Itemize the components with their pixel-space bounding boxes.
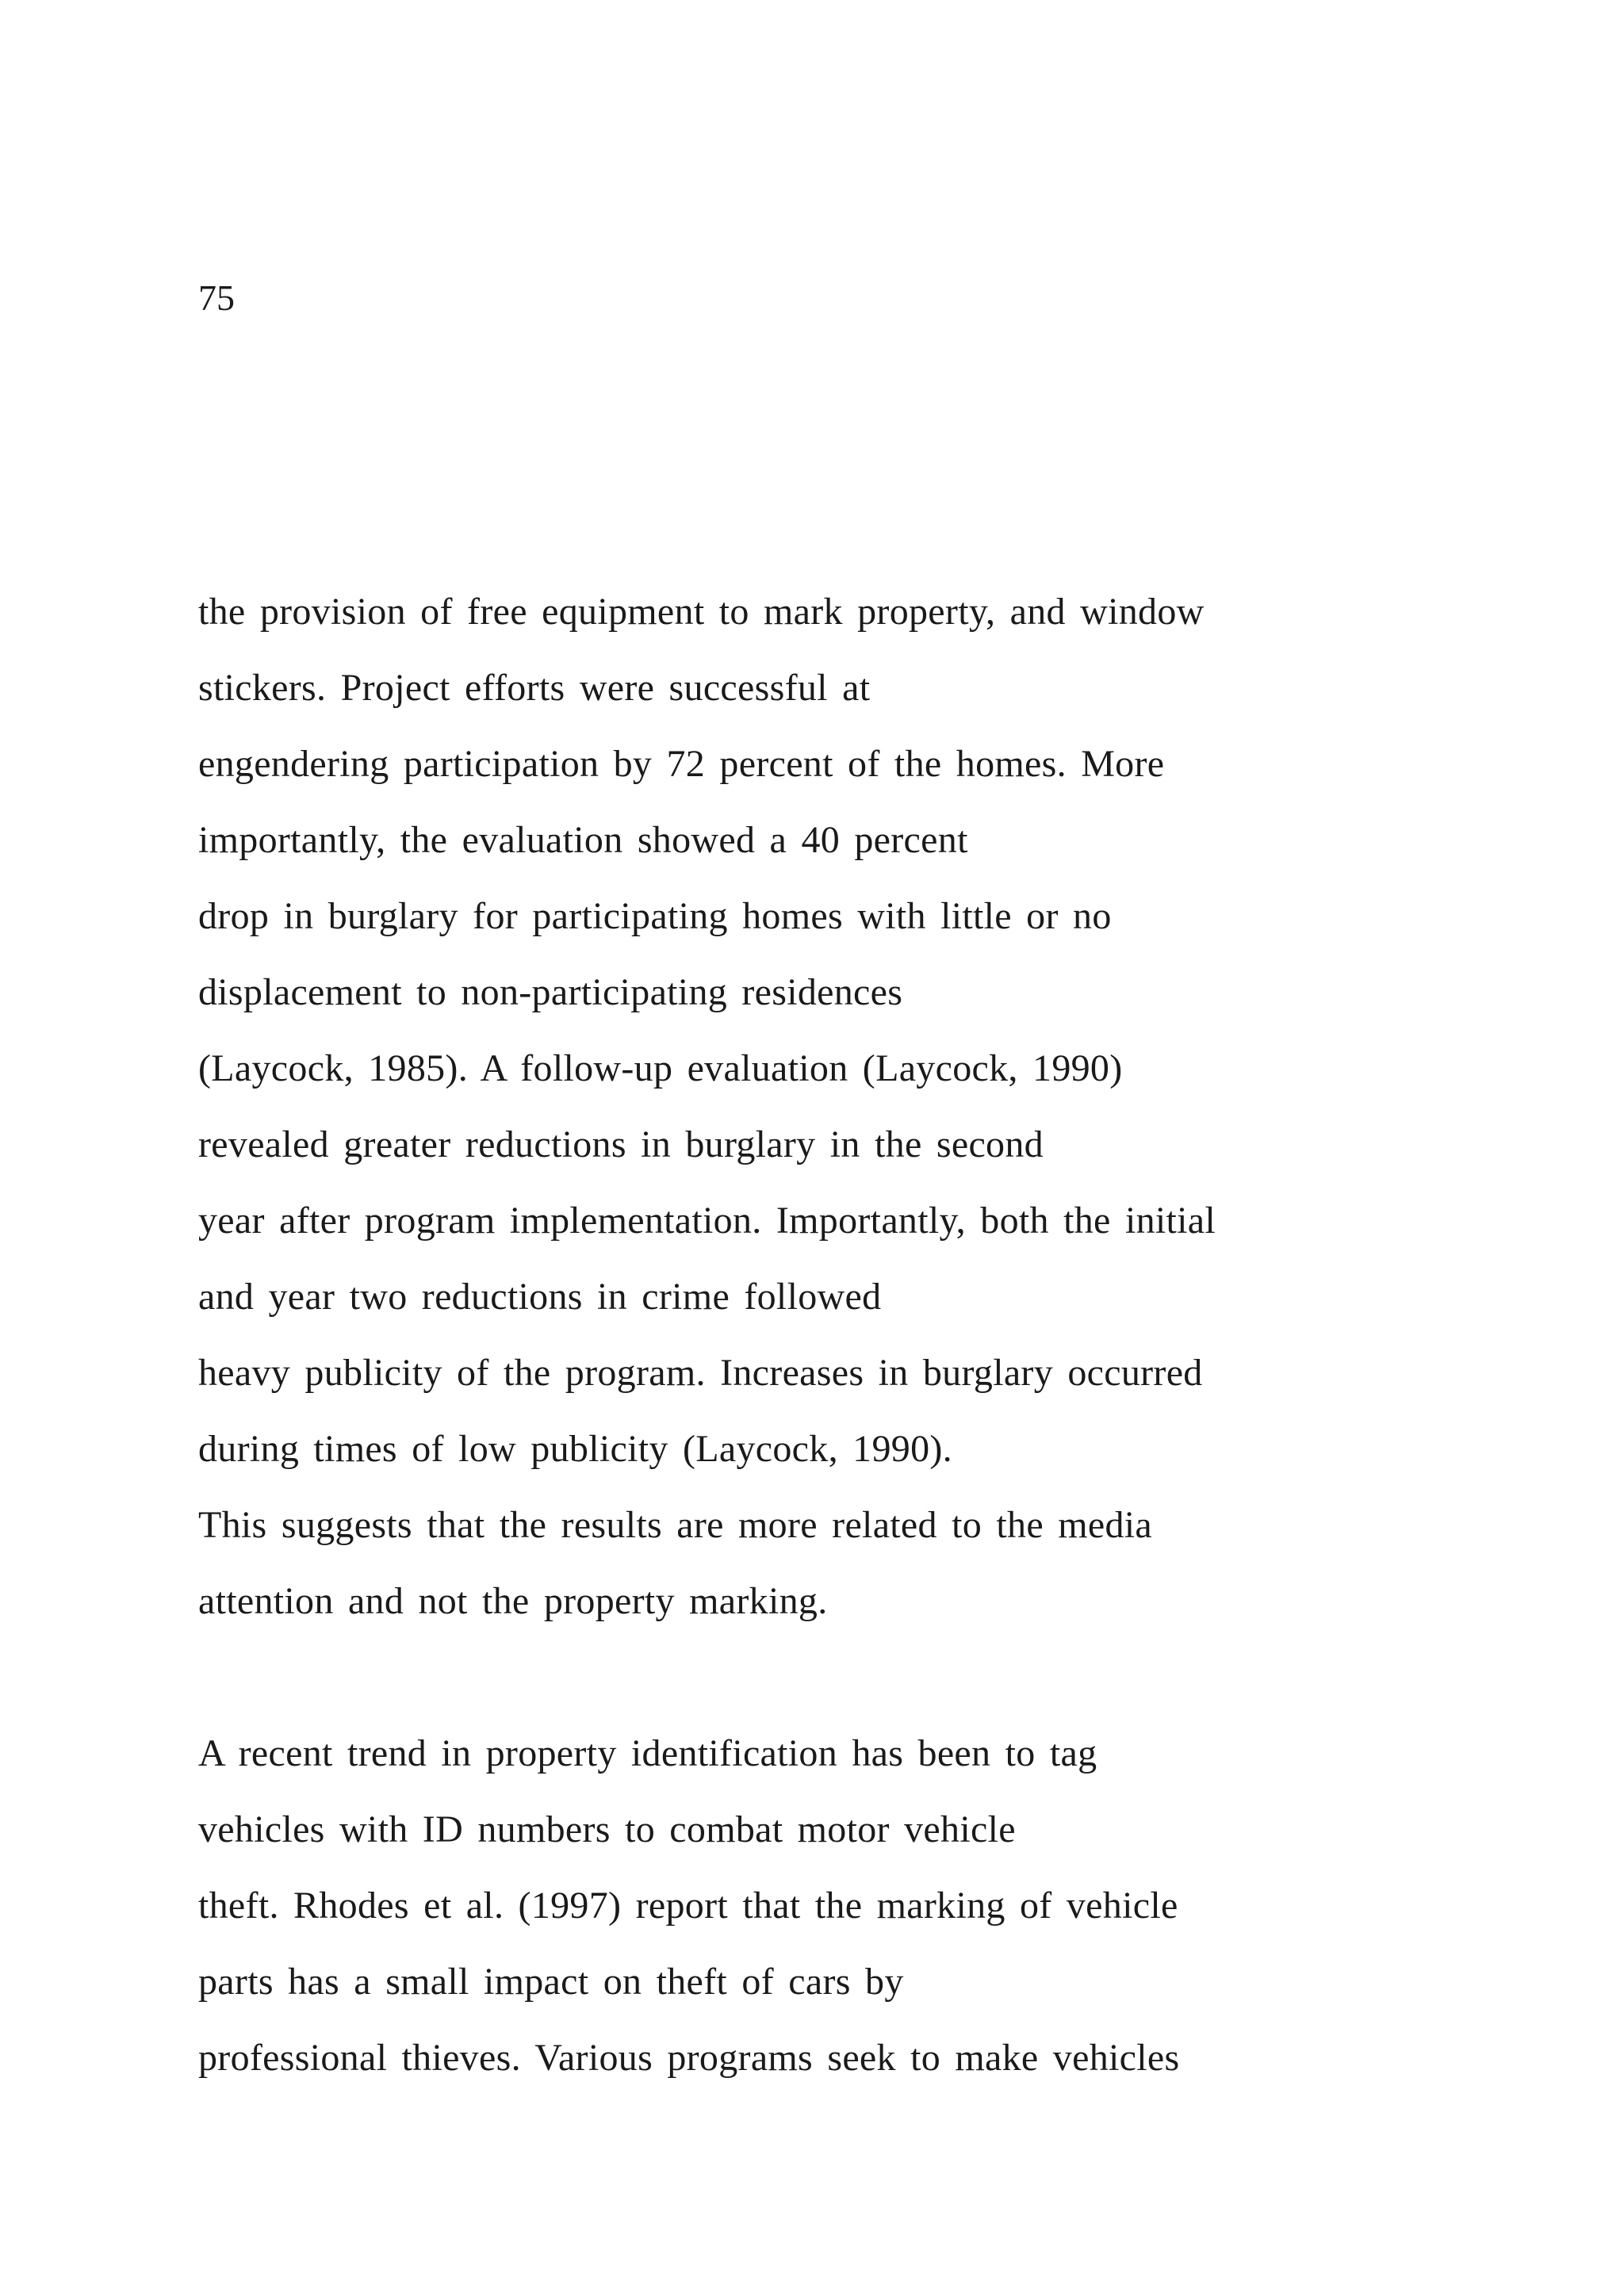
text-line: year after program implementation. Importantly, both the initial: [198, 1200, 1216, 1242]
text-line: drop in burglary for participating homes with little or no: [198, 895, 1112, 937]
text-line: (Laycock, 1985). A follow-up evaluation (Laycock, 1990): [198, 1047, 1123, 1089]
paragraph-vehicle-identification: [198, 1716, 1179, 2096]
paragraph-property-marking: [198, 574, 1216, 1640]
text-line: the provision of free equipment to mark property, and window: [198, 591, 1205, 633]
text-line: This suggests that the results are more related to the media: [198, 1504, 1152, 1546]
text-line: revealed greater reductions in burglary in the second: [198, 1123, 1044, 1165]
text-line: and year two reductions in crime followed: [198, 1276, 882, 1318]
text-line: importantly, the evaluation showed a 40 percent: [198, 819, 968, 861]
page-number: 75: [198, 277, 235, 318]
text-line: theft. Rhodes et al. (1997) report that the marking of vehicle: [198, 1885, 1178, 1927]
text-line: professional thieves. Various programs seek to make vehicles: [198, 2037, 1180, 2079]
text-line: attention and not the property marking.: [198, 1580, 828, 1622]
text-line: displacement to non-participating residences: [198, 971, 903, 1013]
text-line: engendering participation by 72 percent of the homes. More: [198, 743, 1165, 785]
text-line: parts has a small impact on theft of cars by: [198, 1961, 904, 2003]
text-line: vehicles with ID numbers to combat motor vehicle: [198, 1808, 1016, 1850]
text-line: heavy publicity of the program. Increases in burglary occurred: [198, 1352, 1203, 1394]
text-line: A recent trend in property identification has been to tag: [198, 1732, 1097, 1774]
text-line: during times of low publicity (Laycock, 1990).: [198, 1428, 952, 1470]
text-line: stickers. Project efforts were successful at: [198, 667, 871, 709]
